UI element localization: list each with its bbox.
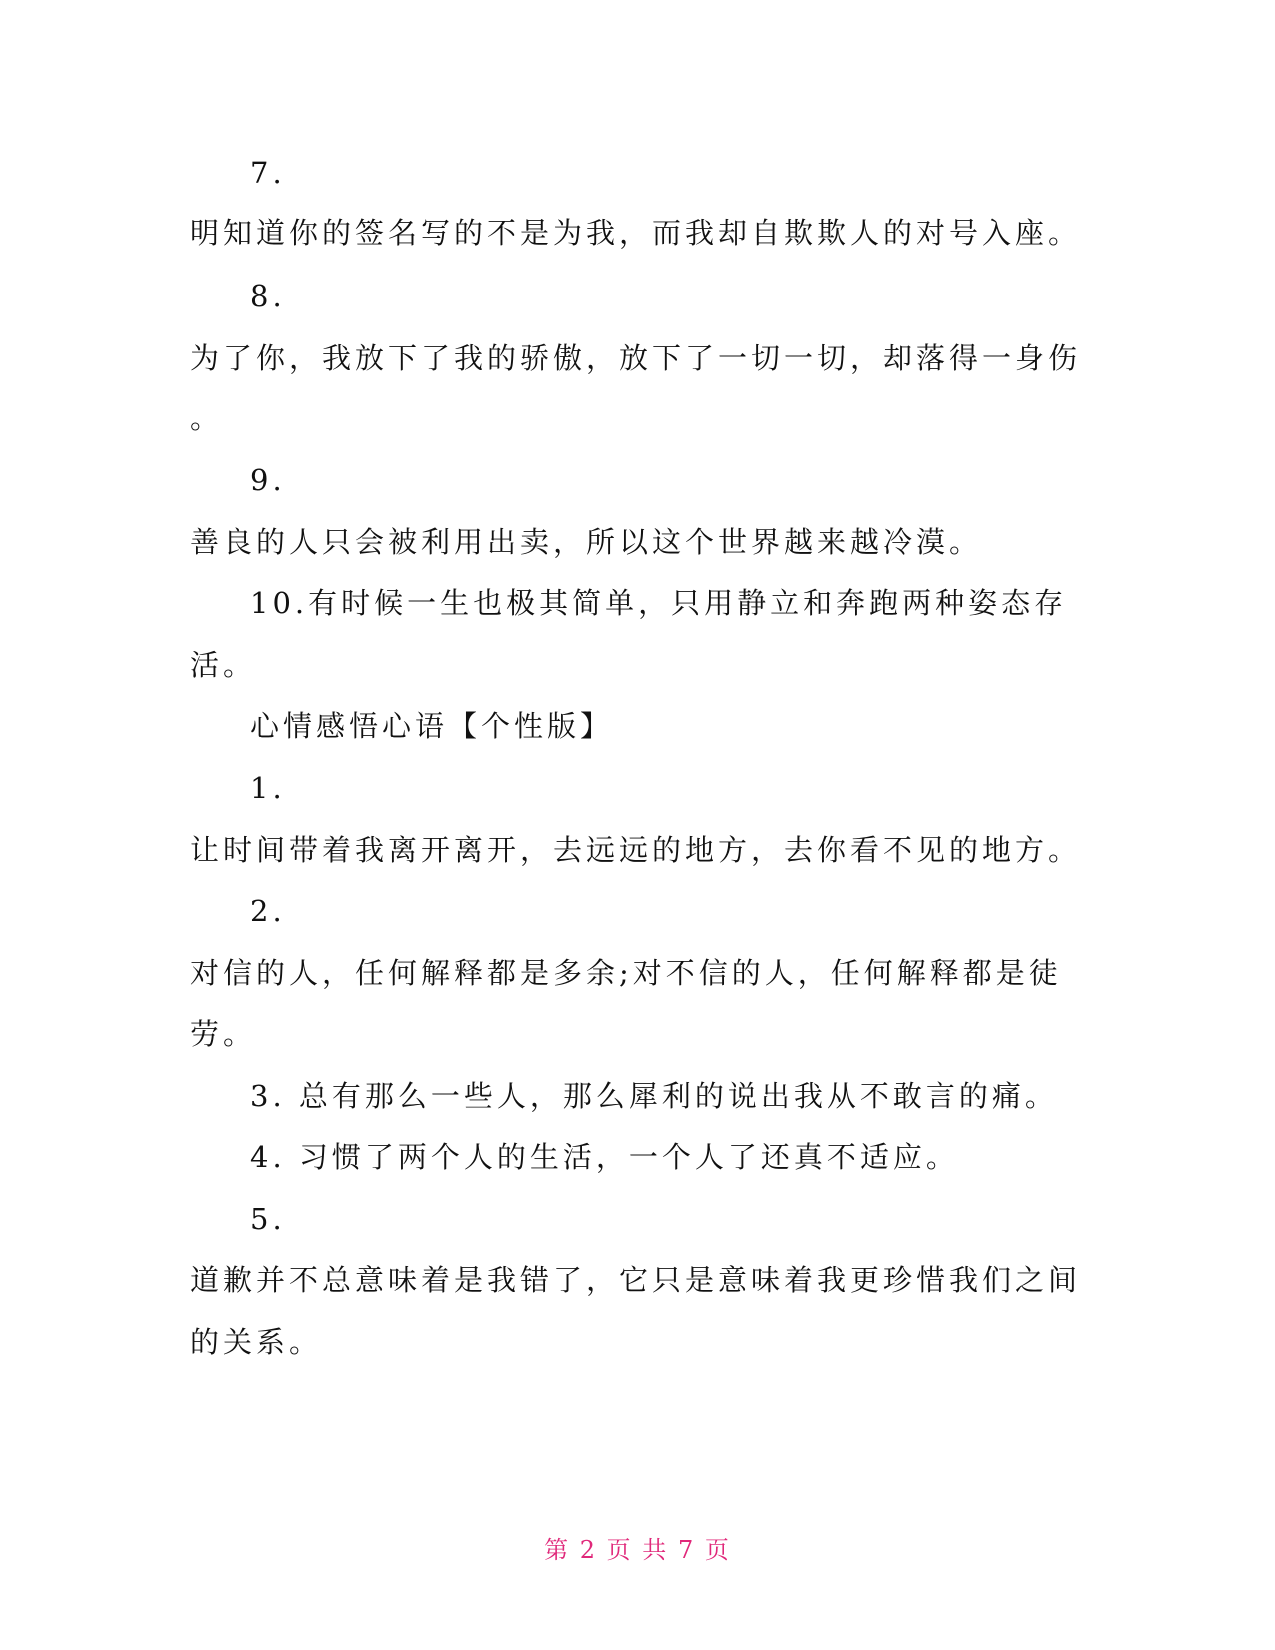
item-4-line: 4. 习惯了两个人的生活，一个人了还真不适应。 xyxy=(250,1140,959,1174)
item-number-5: 5. xyxy=(250,1202,286,1236)
paragraph-line: 让时间带着我离开离开，去远远的地方，去你看不见的地方。 xyxy=(190,833,1082,867)
paragraph-line: 。 xyxy=(190,401,224,435)
item-3-line: 3. 总有那么一些人，那么犀利的说出我从不敢言的痛。 xyxy=(250,1079,1058,1113)
page-footer: 第 2 页 共 7 页 xyxy=(544,1536,731,1564)
paragraph-line: 活。 xyxy=(190,648,257,682)
paragraph-line: 道歉并不总意味着是我错了，它只是意味着我更珍惜我们之间 xyxy=(190,1263,1082,1297)
paragraph-line: 的关系。 xyxy=(190,1325,323,1359)
section-heading: 心情感悟心语【个性版】 xyxy=(250,709,614,743)
paragraph-line: 劳。 xyxy=(190,1017,257,1051)
item-number-1: 1. xyxy=(250,771,286,805)
item-number-2: 2. xyxy=(250,894,286,928)
item-number-9: 9. xyxy=(250,463,286,497)
paragraph-line: 善良的人只会被利用出卖，所以这个世界越来越冷漠。 xyxy=(190,525,983,559)
item-number-7: 7. xyxy=(250,156,286,190)
paragraph-line: 对信的人，任何解释都是多余;对不信的人，任何解释都是徒 xyxy=(190,956,1062,990)
item-number-8: 8. xyxy=(250,279,286,313)
item-10-first-line: 10.有时候一生也极其简单，只用静立和奔跑两种姿态存 xyxy=(250,586,1068,620)
paragraph-line: 为了你，我放下了我的骄傲，放下了一切一切，却落得一身伤 xyxy=(190,341,1082,375)
paragraph-line: 明知道你的签名写的不是为我，而我却自欺欺人的对号入座。 xyxy=(190,216,1082,250)
